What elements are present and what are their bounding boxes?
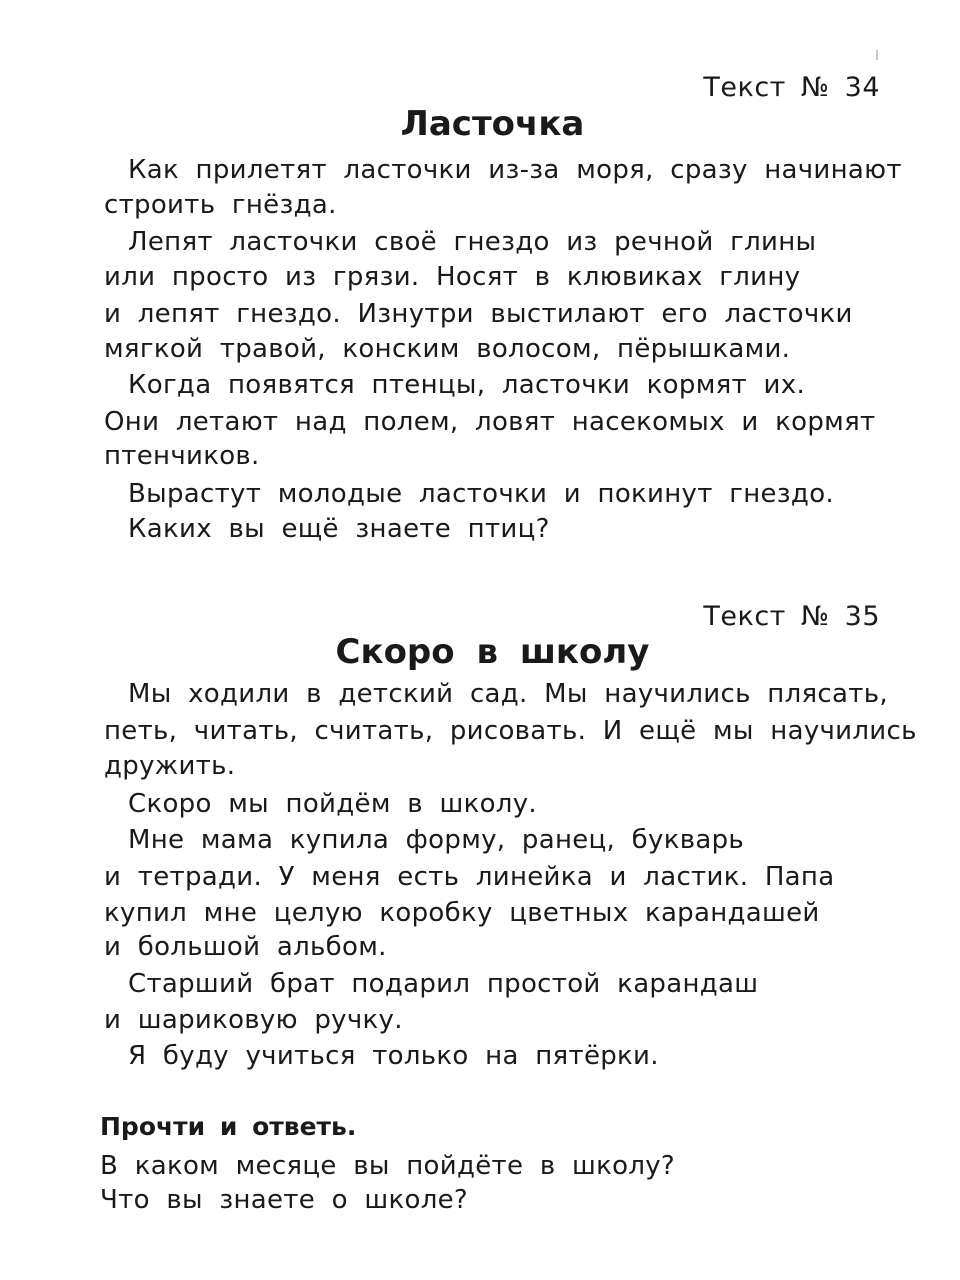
text-35-line: купил мне целую коробку цветных карандашей bbox=[104, 898, 820, 928]
text-34-line: Когда появятся птенцы, ласточки кормят их. bbox=[128, 370, 806, 400]
text-35-number: Текст № 35 bbox=[703, 601, 880, 632]
question-line: Что вы знаете о школе? bbox=[100, 1185, 469, 1215]
text-34-number: Текст № 34 bbox=[703, 72, 880, 103]
text-35-line: дружить. bbox=[104, 751, 236, 781]
text-34-line: птенчиков. bbox=[104, 441, 260, 471]
questions-heading: Прочти и ответь. bbox=[100, 1112, 357, 1141]
text-34-title: Ласточка bbox=[400, 104, 585, 144]
text-34-line: или просто из грязи. Носят в клювиках глину bbox=[104, 262, 801, 292]
page-edge-mark bbox=[876, 50, 878, 60]
question-line: В каком месяце вы пойдёте в школу? bbox=[100, 1151, 676, 1181]
text-34-line: и лепят гнездо. Изнутри выстилают его ласточки bbox=[104, 299, 853, 329]
text-34-line: Они летают над полем, ловят насекомых и кормят bbox=[104, 407, 876, 437]
text-34-line: Каких вы ещё знаете птиц? bbox=[128, 514, 550, 544]
text-34-line: строить гнёзда. bbox=[104, 190, 337, 220]
text-35-line: и большой альбом. bbox=[104, 932, 387, 962]
text-34-line: Как прилетят ласточки из-за моря, сразу начинают bbox=[128, 155, 902, 185]
text-34-line: Вырастут молодые ласточки и покинут гнездо. bbox=[128, 479, 834, 509]
text-35-line: Старший брат подарил простой карандаш bbox=[128, 969, 759, 999]
text-35-line: петь, читать, считать, рисовать. И ещё мы научились bbox=[104, 716, 917, 746]
text-34-line: Лепят ласточки своё гнездо из речной глины bbox=[128, 227, 817, 257]
text-35-line: Мы ходили в детский сад. Мы научились плясать, bbox=[128, 679, 888, 709]
text-35-line: Мне мама купила форму, ранец, букварь bbox=[128, 825, 744, 855]
text-35-line: Я буду учиться только на пятёрки. bbox=[128, 1041, 659, 1071]
text-34-line: мягкой травой, конским волосом, пёрышками. bbox=[104, 334, 791, 364]
text-35-line: и шариковую ручку. bbox=[104, 1005, 403, 1035]
text-35-line: и тетради. У меня есть линейка и ластик. Папа bbox=[104, 862, 835, 892]
text-35-title: Скоро в школу bbox=[335, 632, 650, 672]
text-35-line: Скоро мы пойдём в школу. bbox=[128, 789, 537, 819]
